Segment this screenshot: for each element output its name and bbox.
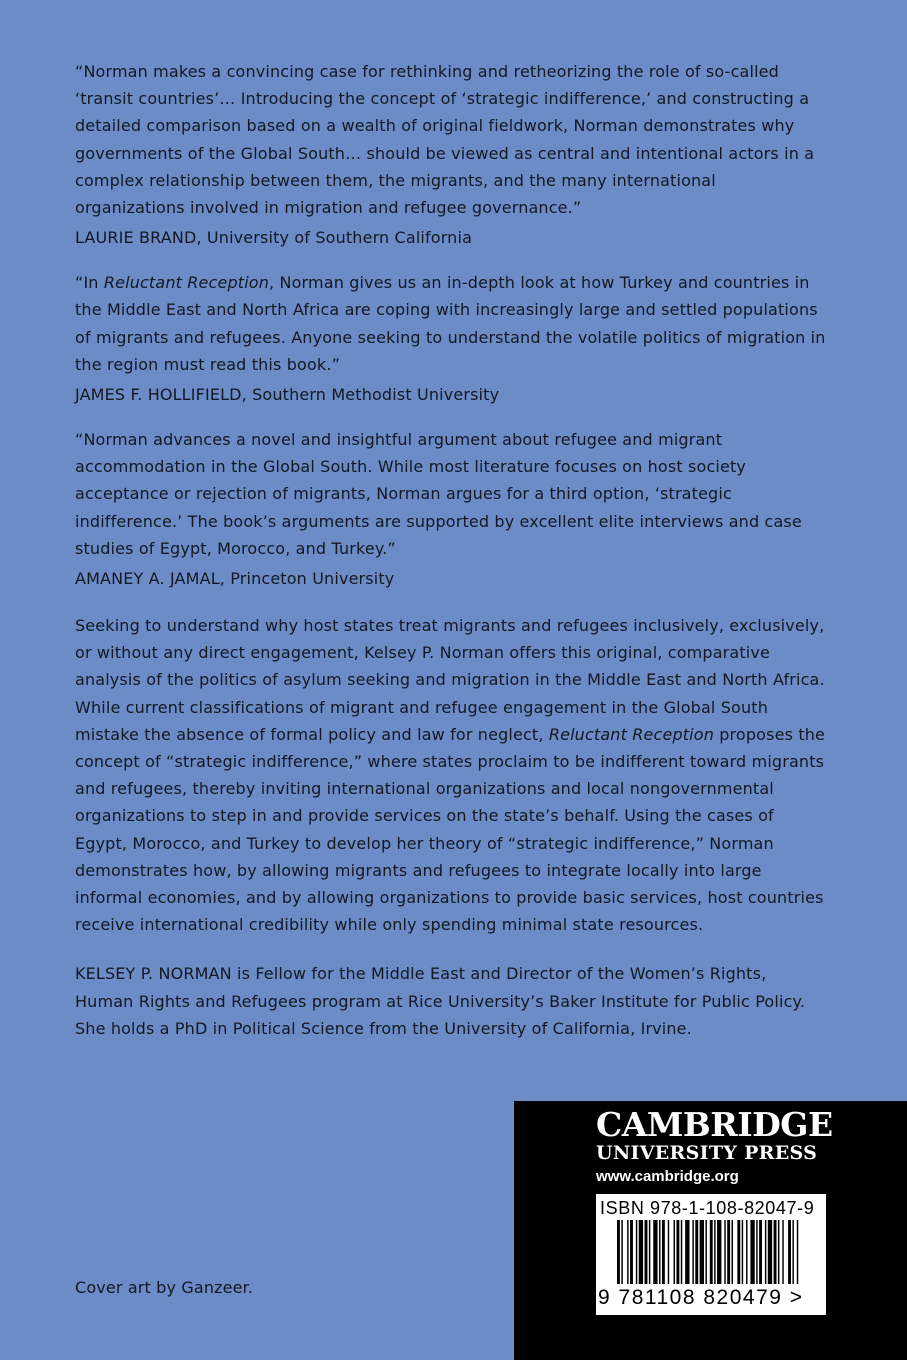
publisher-url: www.cambridge.org xyxy=(596,1168,739,1185)
barcode-bar xyxy=(774,1220,777,1284)
description-start: Seeking to understand why host states treat migrants and refugees inclusively, exclusively, or without any direct engagement, Kelsey P. Norman offers this original, comparative analysis of the politics of asylum seeking and migration in the Middle East and North Africa. While current classifications of migrant and refugee engagement in the Global South mistake the absence of formal policy and law for neglect, xyxy=(75,616,825,744)
barcode-bar xyxy=(737,1220,740,1284)
description-rest: proposes the concept of “strategic indifference,” where states proclaim to be indifferent toward migrants and refugees, thereby inviting international organizations and local nongovernmental organizations to step in and provide services on the state’s behalf. Using the cases of Egypt, Morocco, and Turkey to develop her theory of “strategic indifference,” Norman demonstrates how, by allowing migrants and refugees to integrate locally into large informal economies, and by allowing organizations to provide basic services, host countries receive international credibility while only spending minimal state resources. xyxy=(75,724,826,935)
barcode-bar xyxy=(742,1220,743,1284)
blurb-2 xyxy=(75,269,827,406)
barcode-bar xyxy=(765,1220,766,1284)
barcode-bar xyxy=(717,1220,721,1284)
barcode-bar xyxy=(727,1220,730,1284)
blurb-quote xyxy=(75,269,827,378)
barcode-bar xyxy=(782,1220,783,1284)
back-cover-text xyxy=(75,58,827,1064)
barcode-bar xyxy=(659,1220,660,1284)
blurb-quote-start: “In xyxy=(75,273,104,293)
book-title: Reluctant Reception xyxy=(103,273,270,293)
blurb-author: AMANEY A. JAMAL xyxy=(75,569,220,589)
barcode-bar xyxy=(695,1220,698,1284)
barcode-bar xyxy=(636,1220,637,1284)
barcode-bar xyxy=(621,1220,622,1284)
blurb-author: LAURIE BRAND xyxy=(75,228,197,248)
publisher-name: CAMBRIDGE xyxy=(596,1105,833,1144)
barcode-bar xyxy=(662,1220,665,1284)
barcode-bar xyxy=(788,1220,791,1284)
barcode-bar xyxy=(630,1220,633,1284)
blurb-quote-rest: , Norman gives us an in-depth look at how Turkey and countries in the Middle East and North Africa are coping with increasingly large and settled populations of migrants and refugees. Anyone seeking to understand the volatile politics of migration in the region must read this book.” xyxy=(75,273,826,374)
barcode-bar xyxy=(778,1220,779,1284)
blurb-author: JAMES F. HOLLIFIELD xyxy=(75,385,242,405)
barcode-bar xyxy=(756,1220,757,1284)
blurb-attribution xyxy=(75,227,827,249)
barcode-bar xyxy=(746,1220,747,1284)
barcode-bar xyxy=(627,1220,628,1284)
barcode-digits: 9 781108 820479 > xyxy=(598,1286,804,1309)
blurb-attribution xyxy=(75,568,827,590)
blurb-attribution xyxy=(75,384,827,406)
barcode-icon xyxy=(599,1220,823,1286)
isbn-label: ISBN 978-1-108-82047-9 xyxy=(600,1198,815,1218)
blurb-3 xyxy=(75,426,827,590)
book-description xyxy=(75,612,827,938)
barcode-bar xyxy=(750,1220,754,1284)
barcode-bar xyxy=(732,1220,733,1284)
blurb-affiliation: , Princeton University xyxy=(219,569,395,589)
barcode-bar xyxy=(617,1220,620,1284)
barcode-bar xyxy=(649,1220,650,1284)
barcode-bar xyxy=(653,1220,657,1284)
blurb-quote: “Norman makes a convincing case for rethinking and retheorizing the role of so-called ‘transit countries’… Introducing the concept of ‘strategic indifference,’ and constructing a detailed comparison based on a wealth of original fieldwork, Norman demonstrates why governments of the Global South… should be viewed as central and intentional actors in a complex relationship between them, the migrants, and the many international organizations involved in migration and refugee governance.” xyxy=(75,62,815,218)
barcode-bar xyxy=(792,1220,793,1284)
barcode-bar xyxy=(639,1220,643,1284)
barcode-bar xyxy=(645,1220,648,1284)
barcode-bar xyxy=(676,1220,679,1284)
barcode-bar xyxy=(681,1220,682,1284)
book-title: Reluctant Reception xyxy=(548,724,715,744)
barcode-bar xyxy=(768,1220,772,1284)
blurb-affiliation: , Southern Methodist University xyxy=(241,385,500,405)
barcode-bar xyxy=(797,1220,798,1284)
isbn-barcode xyxy=(596,1194,826,1315)
publisher-panel xyxy=(514,1101,907,1360)
blurb-quote: “Norman advances a novel and insightful argument about refugee and migrant accommodation in the Global South. While most literature focuses on host society acceptance or rejection of migrants, Norman argues for a third option, ‘strategic indifference.’ The book’s arguments are supported by excellent elite interviews and case studies of Egypt, Morocco, and Turkey.” xyxy=(75,430,802,558)
barcode-bar xyxy=(685,1220,689,1284)
barcode-bar xyxy=(759,1220,762,1284)
barcode-bar xyxy=(714,1220,715,1284)
blurb-affiliation: , University of Southern California xyxy=(196,228,473,248)
publisher-subtitle: UNIVERSITY PRESS xyxy=(596,1142,818,1164)
author-bio: KELSEY P. NORMAN is Fellow for the Middle East and Director of the Women’s Rights, Human Rights and Refugees program at Rice University’s Baker Institute for Public Policy. She holds a PhD in Political Science from the University of California, Irvine. xyxy=(75,964,806,1038)
barcode-bar xyxy=(710,1220,713,1284)
barcode-bar xyxy=(724,1220,725,1284)
barcode-bar xyxy=(692,1220,693,1284)
cover-art-credit: Cover art by Ganzeer. xyxy=(75,1278,254,1297)
blurb-1 xyxy=(75,58,827,249)
barcode-bar xyxy=(705,1220,706,1284)
barcode-bar xyxy=(668,1220,669,1284)
barcode-bar xyxy=(674,1220,675,1284)
barcode-bar xyxy=(700,1220,704,1284)
